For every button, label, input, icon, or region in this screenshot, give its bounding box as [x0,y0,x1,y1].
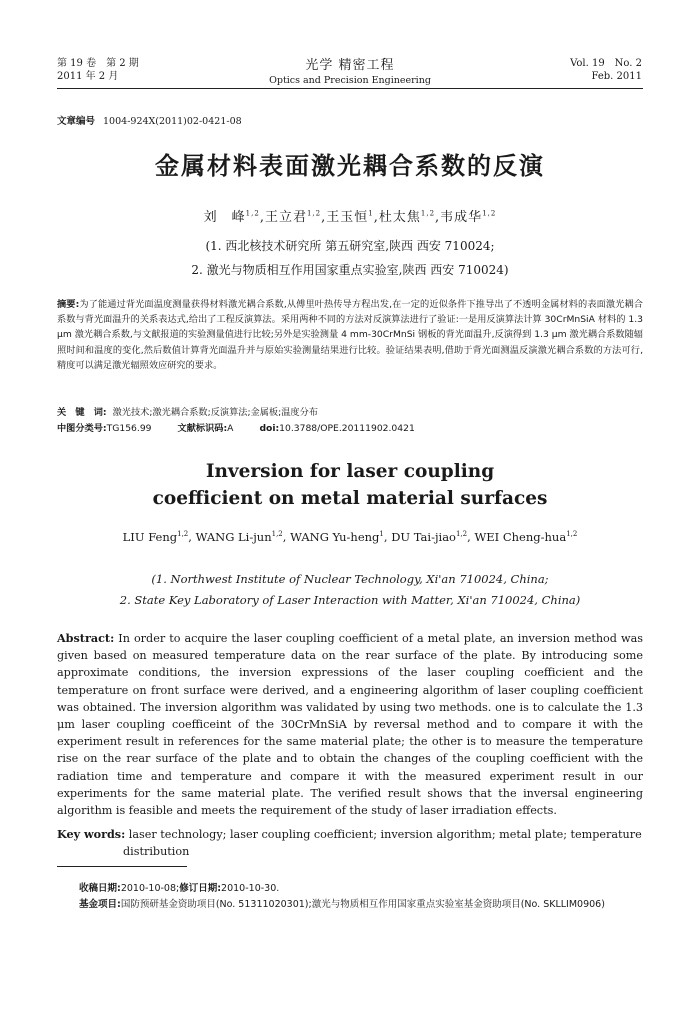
journal-name-cn: 光学 精密工程 [305,58,395,73]
revised-label: 修订日期: [179,883,222,894]
fund-label: 基金项目: [79,899,121,910]
received-value: 2010-10-08; [120,883,180,894]
fund-value: 国防预研基金资助项目(No. 51311020301);激光与物质相互作用国家重点实验室基金资助项目(No. SKLLIM0906) [120,899,605,910]
abstract-cn-label: 摘要: [57,299,80,310]
author-en: WANG Li-jun$^{1,2}$ [195,530,283,544]
affiliation-en-2: 2. State Key Laboratory of Laser Interaction with Matter, Xi'an 710024, China) [119,593,581,607]
abstract-en-label: Abstract: [57,631,115,645]
author-en: DU Tai-jiao$^{1,2}$ [391,530,468,544]
article-number-value: 1004-924X(2011)02-0421-08 [103,116,242,127]
author-en: LIU Feng$^{1,2}$ [122,530,189,544]
abstract-cn-text: 为了能通过背光面温度测量获得材料激光耦合系数,从傅里叶热传导方程出发,在一定的近似条件下推导出了不透明金属材料的表面激光耦合系数与背光面温升的关系表达式,给出了工程反演算法。采用两种不同的方法对反演算法进行了验证:一是用反演算法计算 30CrMnSiA 材料的 1.3 μm 激光耦合系数,与文献报道的实验测量值进行比较;另外是实验测量 4 mm-30CrMnSi 钢板的背光面温升,反演得到 1.3 μm 激光耦合系数随辐照时间和温度的变化,然后数值计算背光面温升并与原始实验测量结果进行比较。验证结果表明,借助于背光面测温反演激光耦合系数的方法可行,精度可以满足激光辐照效应研究的要求。 [57,299,643,371]
clc-value: TG156.99 [106,423,152,434]
author-cn: 韦成华$^{1,2}$ [440,209,497,225]
footnote-dates [79,880,279,894]
authors-en: LIU Feng$^{1,2}$, WANG Li-jun$^{1,2}$, WANG Yu-heng$^1$, DU Tai-jiao$^{1,2}$, WEI Cheng-hua$^{1,2}$ [122,530,578,544]
volume-en: Vol. 19 No. 2 [570,58,642,69]
footnote-divider [57,866,187,867]
journal-name-en: Optics and Precision Engineering [269,75,431,86]
author-cn: 杜太焦$^{1,2}$ [378,209,436,225]
title-en-line-2: coefficient on metal material surfaces [152,488,548,509]
keywords-en [57,826,643,860]
received-label: 收稿日期: [79,883,121,894]
author-cn: 刘 峰$^{1,2}$ [203,209,260,225]
keywords-en-label: Key words: [57,827,126,841]
classification-line [57,420,415,434]
revised-value: 2010-10-30. [221,883,280,894]
affiliation-cn-1: (1. 西北核技术研究所 第五研究室,陕西 西安 710024; [205,239,495,253]
doc-code-value: A [227,423,234,434]
header-divider [57,88,643,89]
title-cn: 金属材料表面激光耦合系数的反演 [155,152,545,180]
title-en [0,458,700,512]
doi-label: doi: [259,423,280,434]
affiliation-cn-2: 2. 激光与物质相互作用国家重点实验室,陕西 西安 710024) [191,263,509,277]
abstract-en [57,630,643,819]
author-cn: 王玉恒$^1$ [326,209,374,225]
author-cn: 王立君$^{1,2}$ [264,209,322,225]
header-volume-cn [57,57,139,83]
footnote-fund [79,897,643,912]
date-cn: 2011 年 2 月 [57,71,119,82]
abstract-en-text: In order to acquire the laser coupling coefficient of a metal plate, an inversion method was given based on measured temperature data on the rear surface of the plate. By introducing some approximate conditions, the inversion expressions of the laser coupling coefficient and the temperature on front surface were derived, and a engineering algorithm of laser coupling coefficient was obtained. The inversion algorithm was validated by using two methods. one is to calculate the 1.3 μm laser coupling coefficeint of the 30CrMnSiA by reversal method and to compare it with the experiment result in references for the same material plate; the other is to measure the temperature rise on the rear surface of the plate and to obtain the changes of the coupling coefficient with the radiation time and temperature and compare it with the measured experiment result in our experiments for the same material plate. The verified result shows that the inversal engineering algorithm is feasible and meets the requirement of the study of laser irradiation effects. [57,632,643,818]
date-en: Feb. 2011 [591,71,642,82]
keywords-en-text: laser technology; laser coupling coefficient; inversion algorithm; metal plate; temperature distribution [123,828,642,859]
article-number [57,113,242,127]
clc-label: 中图分类号: [57,423,107,434]
author-en: WANG Yu-heng$^1$ [290,530,384,544]
doc-code-label: 文献标识码: [177,423,228,434]
doi-value: 10.3788/OPE.20111902.0421 [279,423,415,434]
volume-cn: 第 19 卷 第 2 期 [57,58,139,69]
abstract-cn [57,297,643,373]
header-volume-en [570,57,642,83]
keywords-cn [57,404,318,418]
header-journal [230,54,470,86]
title-en-line-1: Inversion for laser coupling [205,461,495,482]
author-en: WEI Cheng-hua$^{1,2}$ [474,530,578,544]
article-number-label: 文章编号 [57,116,96,127]
affiliation-en-1: (1. Northwest Institute of Nuclear Technology, Xi'an 710024, China; [151,572,549,586]
keywords-cn-label: 关 键 词: [57,407,107,418]
authors-cn: 刘 峰$^{1,2}$,王立君$^{1,2}$,王玉恒$^1$,杜太焦$^{1,2}$,韦成华$^{1,2}$ [203,209,497,225]
keywords-cn-text: 激光技术;激光耦合系数;反演算法;金属板;温度分布 [112,407,318,418]
